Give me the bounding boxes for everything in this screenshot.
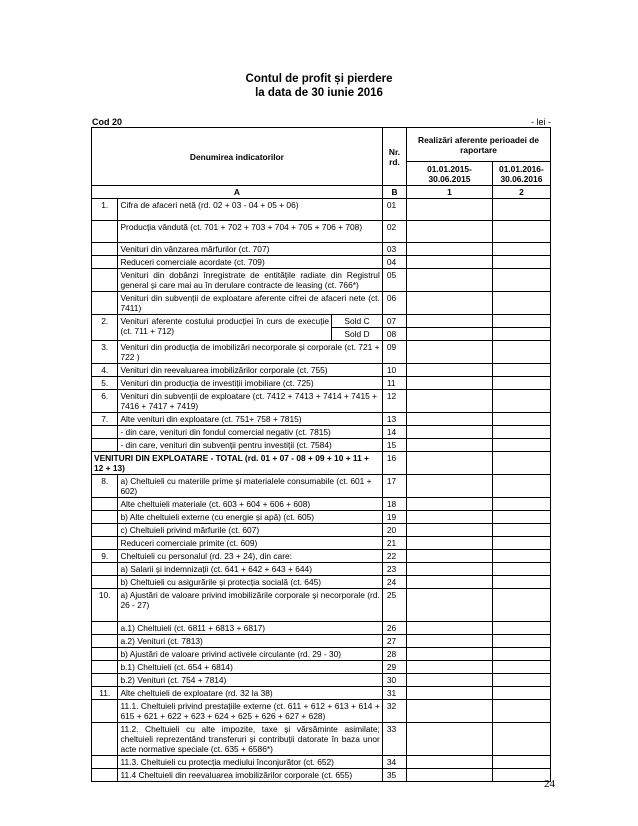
- row-label: 11.4 Cheltuieli din reevaluarea imobilizărilor corporale (ct. 655): [118, 769, 382, 782]
- row-number: 4.: [92, 364, 118, 377]
- row-rd: 03: [382, 243, 406, 256]
- row-rd: 21: [382, 537, 406, 550]
- row-rd: 19: [382, 511, 406, 524]
- row-rd: 23: [382, 563, 406, 576]
- table-row: [92, 199, 551, 221]
- table-row: [92, 524, 551, 537]
- row-number: 9.: [92, 550, 118, 563]
- row-rd: 25: [382, 589, 406, 622]
- row-rd: 34: [382, 756, 406, 769]
- row-label: Venituri din vânzarea mărfurilor (ct. 707): [118, 243, 382, 256]
- header-period-1: 01.01.2015-30.06.2015: [407, 162, 493, 186]
- row-label: c) Cheltuieli privind mărfurile (ct. 607): [118, 524, 382, 537]
- row-label: a.1) Cheltuieli (ct. 6811 + 6813 + 6817): [118, 622, 382, 635]
- row-label: a) Ajustări de valoare privind imobilizările corporale și necorporale (rd. 26 - 27): [118, 589, 382, 622]
- row-number: 7.: [92, 413, 118, 426]
- row-label: 11.1. Cheltuieli privind prestațiile externe (ct. 611 + 612 + 613 + 614 + 615 + 621 + 622 + 623 + 624 + 625 + 626 + 627 + 628): [118, 700, 382, 723]
- form-code: Cod 20: [92, 117, 123, 127]
- row-label: b) Ajustări de valoare privind activele circulante (rd. 29 - 30): [118, 648, 382, 661]
- header-period-2: 01.01.2016-30.06.2016: [492, 162, 550, 186]
- row-rd: 17: [382, 475, 406, 498]
- row-label: b) Cheltuieli cu asigurările și protecția socială (ct. 645): [118, 576, 382, 589]
- row-number: 5.: [92, 377, 118, 390]
- row-label: Venituri din dobânzi înregistrate de entitățile radiate din Registrul general și care mai au în derulare contracte de leasing (ct. 766*): [118, 269, 382, 292]
- table-row: [92, 511, 551, 524]
- row-label: Alte venituri din exploatare (ct. 751+ 758 + 7815): [118, 413, 382, 426]
- profit-loss-table: [91, 127, 551, 782]
- table-row: [92, 622, 551, 635]
- table-row: [92, 256, 551, 269]
- document-title: [0, 72, 638, 100]
- table-row: [92, 687, 551, 700]
- row-label: Alte cheltuieli de exploatare (rd. 32 la 38): [118, 687, 382, 700]
- table-row: [92, 341, 551, 364]
- row-rd: 01: [382, 199, 406, 221]
- row-number: 3.: [92, 341, 118, 364]
- value-cell-1: [407, 199, 493, 221]
- row-rd: 22: [382, 550, 406, 563]
- row-number: 6.: [92, 390, 118, 413]
- table-row: [92, 315, 551, 328]
- table-row: [92, 563, 551, 576]
- row-number: 1.: [92, 199, 118, 221]
- table-row: [92, 674, 551, 687]
- row-rd: 32: [382, 700, 406, 723]
- table-row: [92, 439, 551, 452]
- row-rd: 12: [382, 390, 406, 413]
- row-rd: 07: [382, 315, 406, 328]
- table-row: [92, 498, 551, 511]
- row-label: b.1) Cheltuieli (ct. 654 + 6814): [118, 661, 382, 674]
- row-label: b.2) Venituri (ct. 754 + 7814): [118, 674, 382, 687]
- table-row: [92, 364, 551, 377]
- row-label: Cifra de afaceri netă (rd. 02 + 03 - 04 + 05 + 06): [118, 199, 382, 221]
- header-col-2: 2: [492, 186, 550, 199]
- row-rd: 04: [382, 256, 406, 269]
- row-rd: 30: [382, 674, 406, 687]
- row-rd: 11: [382, 377, 406, 390]
- row-number: 10.: [92, 589, 118, 622]
- table-row: [92, 576, 551, 589]
- row-label: Cheltuieli cu personalul (rd. 23 + 24), din care:: [118, 550, 382, 563]
- table-row: [92, 550, 551, 563]
- row-label: VENITURI DIN EXPLOATARE - TOTAL (rd. 01 + 07 - 08 + 09 + 10 + 11 + 12 + 13): [92, 452, 383, 475]
- table-row: [92, 475, 551, 498]
- row-label: Venituri din producția de imobilizări necorporale și corporale (ct. 721 + 722 ): [118, 341, 382, 364]
- row-rd: 10: [382, 364, 406, 377]
- sold-d-label: Sold D: [332, 328, 383, 341]
- table-row: [92, 537, 551, 550]
- row-label: a.2) Venituri (ct. 7813): [118, 635, 382, 648]
- table-row: [92, 769, 551, 782]
- row-rd: 08: [382, 328, 406, 341]
- row-rd: 09: [382, 341, 406, 364]
- row-rd: 27: [382, 635, 406, 648]
- table-row: [92, 413, 551, 426]
- table-row: [92, 723, 551, 756]
- row-rd: 26: [382, 622, 406, 635]
- row-rd: 06: [382, 292, 406, 315]
- table-row: [92, 589, 551, 622]
- sold-c-label: Sold C: [332, 315, 383, 328]
- row-rd: 35: [382, 769, 406, 782]
- row-label: Reduceri comerciale primite (ct. 609): [118, 537, 382, 550]
- row-label: - din care, venituri din fondul comercial negativ (ct. 7815): [118, 426, 382, 439]
- row-rd: 13: [382, 413, 406, 426]
- table-row: [92, 661, 551, 674]
- row-rd: 15: [382, 439, 406, 452]
- header-col-b: B: [382, 186, 406, 199]
- table-row: [92, 221, 551, 243]
- value-cell-2: [492, 199, 550, 221]
- table-row: [92, 377, 551, 390]
- row-rd: 20: [382, 524, 406, 537]
- table-row: [92, 426, 551, 439]
- row-rd: 02: [382, 221, 406, 243]
- table-row: [92, 243, 551, 256]
- row-label: Venituri din reevaluarea imobilizărilor corporale (ct. 755): [118, 364, 382, 377]
- table-row: [92, 269, 551, 292]
- header-col-a: A: [92, 186, 383, 199]
- row-label: Reduceri comerciale acordate (ct. 709): [118, 256, 382, 269]
- header-denumirea: Denumirea indicatorilor: [92, 128, 383, 186]
- row-rd: 33: [382, 723, 406, 756]
- row-rd: 18: [382, 498, 406, 511]
- row-rd: 28: [382, 648, 406, 661]
- row-rd: 24: [382, 576, 406, 589]
- row-rd: 29: [382, 661, 406, 674]
- row-rd: 05: [382, 269, 406, 292]
- row-label: Alte cheltuieli materiale (ct. 603 + 604 + 606 + 608): [118, 498, 382, 511]
- row-label: Venituri din subvenții de exploatare aferente cifrei de afaceri nete (ct. 7411): [118, 292, 382, 315]
- row-label: b) Alte cheltuieli externe (cu energie și apă) (ct. 605): [118, 511, 382, 524]
- row-label: Venituri din producția de investiții imobiliare (ct. 725): [118, 377, 382, 390]
- row-label: Venituri aferente costului producției în curs de execuție (ct. 711 + 712): [118, 315, 332, 341]
- table-row: [92, 635, 551, 648]
- row-label: a) Salarii și indemnizații (ct. 641 + 642 + 643 + 644): [118, 563, 382, 576]
- row-rd: 16: [382, 452, 406, 475]
- header-realizari: Realizări aferente perioadei de raportare: [407, 128, 551, 162]
- row-number: 8.: [92, 475, 118, 498]
- table-row: [92, 390, 551, 413]
- currency-unit: - lei -: [531, 117, 551, 127]
- header-col-1: 1: [407, 186, 493, 199]
- header-nr-rd: Nr. rd.: [382, 128, 406, 186]
- row-label: a) Cheltuieli cu materiile prime și materialele consumabile (ct. 601 + 602): [118, 475, 382, 498]
- row-number: 11.: [92, 687, 118, 700]
- table-row: [92, 292, 551, 315]
- row-label: 11.2. Cheltuieli cu alte impozite, taxe și vărsăminte asimilate; cheltuieli reprezentând transferuri și contribuții datorate în baza unor acte normative speciale (ct. 635 + 6586*): [118, 723, 382, 756]
- table-header-letters-row: [92, 186, 551, 199]
- table-row: [92, 756, 551, 769]
- title-line-2: la data de 30 iunie 2016: [255, 87, 383, 99]
- title-line-1: Contul de profit și pierdere: [245, 73, 393, 85]
- table-row: [92, 700, 551, 723]
- row-label: 11.3. Cheltuieli cu protecția mediului înconjurător (ct. 652): [118, 756, 382, 769]
- row-rd: 14: [382, 426, 406, 439]
- row-label: - din care, venituri din subvenții pentru investiții (ct. 7584): [118, 439, 382, 452]
- row-number: 2.: [92, 315, 118, 341]
- row-label: Producția vândută (ct. 701 + 702 + 703 + 704 + 705 + 706 + 708): [118, 221, 382, 243]
- table-row: [92, 648, 551, 661]
- row-rd: 31: [382, 687, 406, 700]
- row-label: Venituri din subvenții de exploatare (ct. 7412 + 7413 + 7414 + 7415 + 7416 + 7417 + 7419): [118, 390, 382, 413]
- table-row: [92, 452, 551, 475]
- table-header-row: [92, 128, 551, 162]
- page-number: 24: [544, 778, 555, 790]
